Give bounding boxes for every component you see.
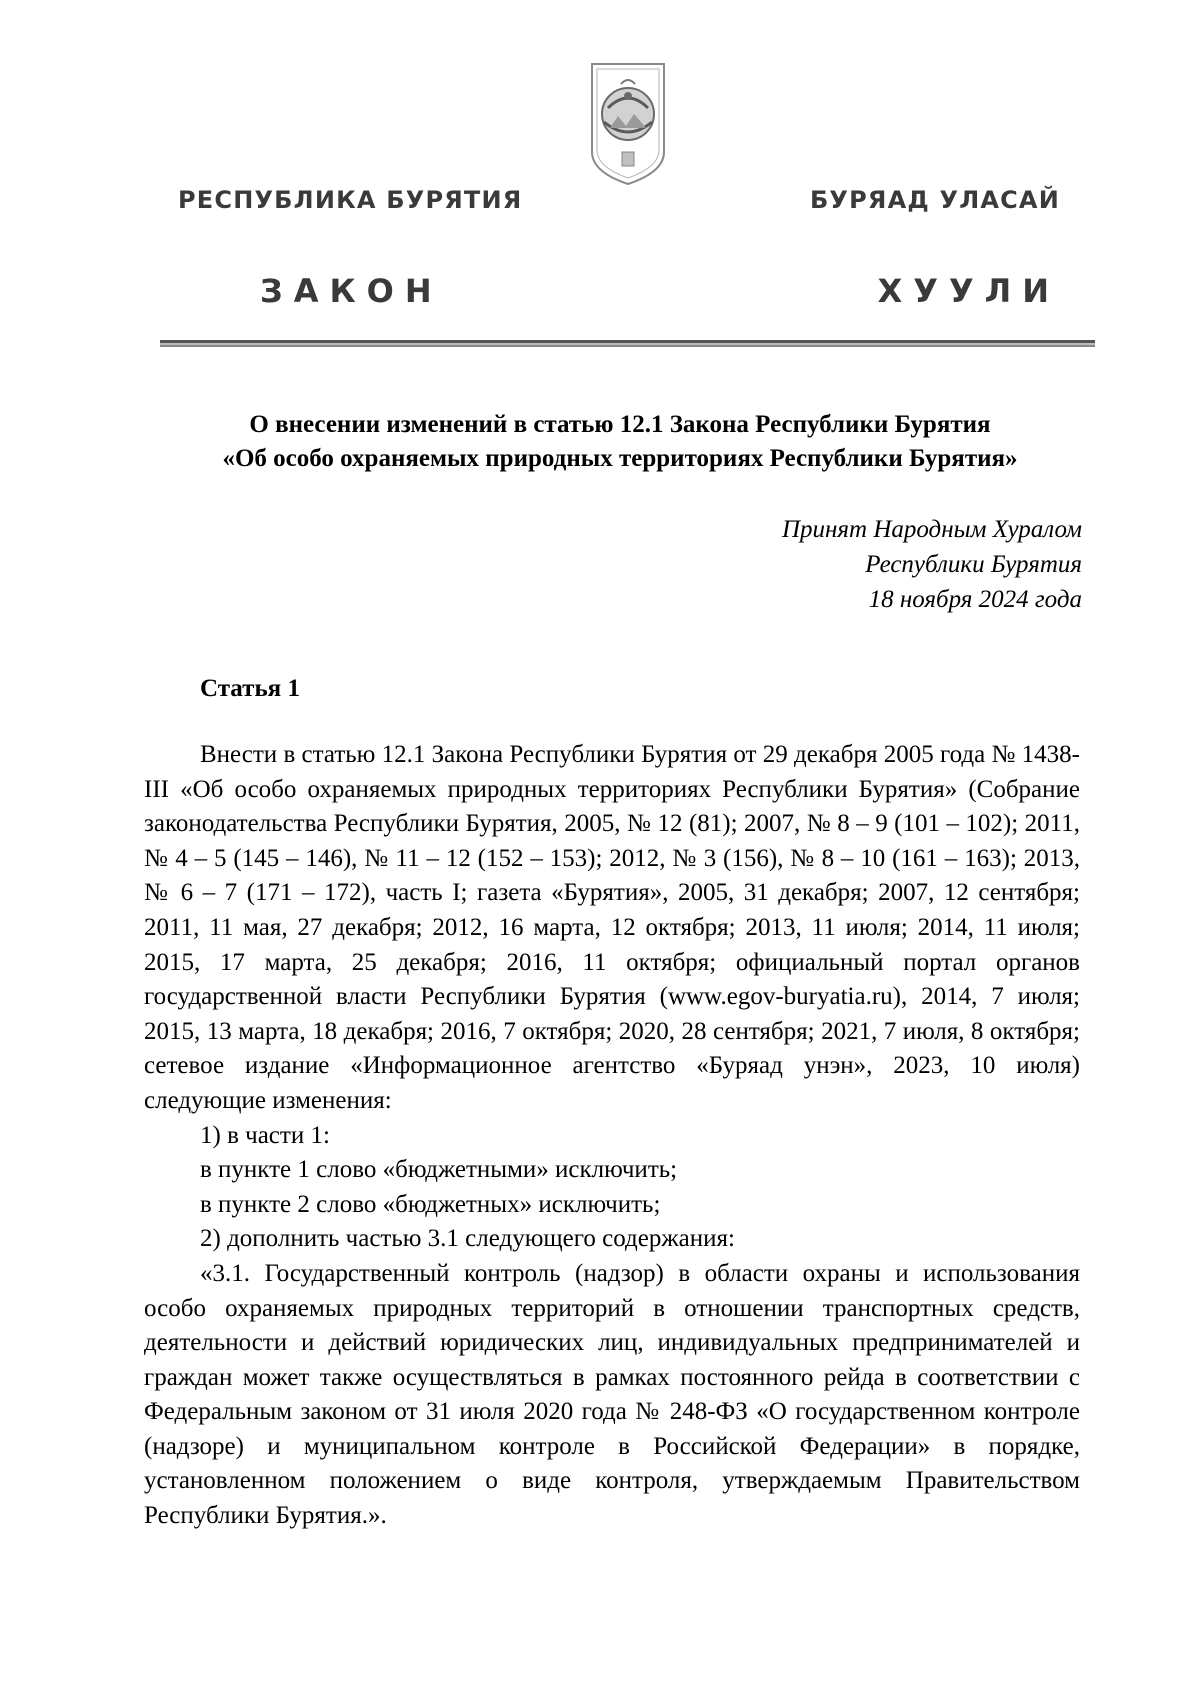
law-label-russian: ЗАКОН [260,272,443,310]
article-paragraph: Внести в статью 12.1 Закона Республики Бурятия от 29 декабря 2005 года № 1438-III «Об особо охраняемых природных территориях Республики Бурятия» (Собрание законодательства Республики Бурятия, 2005, № 12 (81); 2007, № 8 – 9 (101 – 102); 2011, № 4 – 5 (145 – 146), № 11 – 12 (152 – 153); 2012, № 3 (156), № 8 – 10 (161 – 163); 2013, № 6 – 7 (171 – 172), часть I; газета «Бурятия», 2005, 31 декабря; 2007, 12 сентября; 2011, 11 мая, 27 декабря; 2012, 16 марта, 12 октября; 2013, 11 июля; 2014, 11 июля; 2015, 17 марта, 25 декабря; 2016, 11 октября; официальный портал органов государственной власти Республики Бурятия (www.egov-buryatia.ru), 2014, 7 июля; 2015, 13 марта, 18 декабря; 2016, 7 октября; 2020, 28 сентября; 2021, 7 июля, 8 октября; сетевое издание «Информационное агентство «Буряад унэн», 2023, 10 июля) следующие изменения: [144,741,1080,1114]
article-paragraph: «3.1. Государственный контроль (надзор) в области охраны и использования особо охраняемых природных территорий в отношении транспортных средств, деятельности и действий юридических лиц, индивидуальных предпринимателей и граждан может также осуществляться в рамках постоянного рейда в соответствии с Федеральным законом от 31 июля 2020 года № 248-ФЗ «О государственном контроле (надзоре) и муниципальном контроле в Российской Федерации» в порядке, установленном положением о виде контроля, утверждаемым Правительством Республики Бурятия.». [144,1259,1080,1530]
article-body [144,738,1080,1534]
adoption-note [782,512,1082,617]
law-title-line: О внесении изменений в статью 12.1 Закона Республики Бурятия [249,411,991,438]
law-title [140,408,1100,476]
adoption-note-line: Принят Народным Хуралом [781,516,1082,543]
republic-name-russian: РЕСПУБЛИКА БУРЯТИЯ [178,186,523,214]
law-title-line: «Об особо охраняемых природных территориях Республики Бурятия» [222,445,1018,472]
article-heading: Статья 1 [200,675,300,702]
adoption-date: 18 ноября 2024 года [868,586,1082,613]
article-paragraph: 1) в части 1: [200,1121,330,1149]
header-divider [160,340,1095,347]
republic-name-buryat: БУРЯАД УЛАСАЙ [809,186,1060,214]
coat-of-arms-icon [588,60,668,188]
law-label-buryat: ХУУЛИ [877,272,1060,310]
article-paragraph: в пункте 2 слово «бюджетных» исключить; [200,1190,661,1218]
adoption-note-line: Республики Бурятия [865,551,1082,578]
article-paragraph: в пункте 1 слово «бюджетными» исключить; [200,1156,678,1184]
article-paragraph: 2) дополнить частью 3.1 следующего содержания: [200,1225,735,1253]
